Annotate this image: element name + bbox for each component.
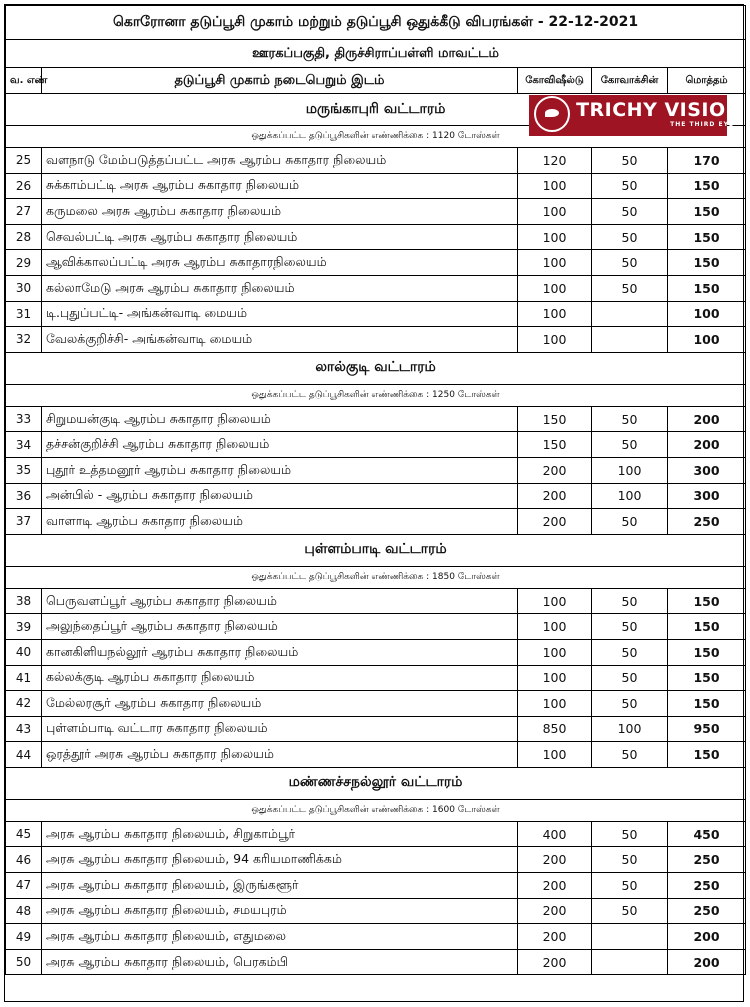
camp-place: அன்பில் - ஆரம்ப சுகாதார நிலையம் xyxy=(42,483,518,509)
total-doses: 150 xyxy=(668,173,746,199)
serial-number: 26 xyxy=(6,173,42,199)
block-name xyxy=(6,94,746,126)
covishield-doses: 200 xyxy=(518,924,592,950)
camp-place: அரசு ஆரம்ப சுகாதார நிலையம், சிறுகாம்பூர் xyxy=(42,821,518,847)
camp-place: கருமலை அரசு ஆரம்ப சுகாதார நிலையம் xyxy=(42,199,518,225)
total-doses: 170 xyxy=(668,148,746,174)
serial-number: 37 xyxy=(6,509,42,535)
covishield-doses: 150 xyxy=(518,432,592,458)
serial-number: 47 xyxy=(6,873,42,899)
total-doses: 450 xyxy=(668,821,746,847)
table-row xyxy=(6,250,746,276)
covishield-doses: 100 xyxy=(518,250,592,276)
camp-place: கல்லாமேடு அரசு ஆரம்ப சுகாதார நிலையம் xyxy=(42,275,518,301)
table-row xyxy=(6,665,746,691)
table-row xyxy=(6,691,746,717)
covaxin-doses xyxy=(592,327,668,353)
camp-place: வேலக்குறிச்சி- அங்கன்வாடி மையம் xyxy=(42,327,518,353)
covaxin-doses xyxy=(592,301,668,327)
camp-place: புதூர் உத்தமனூர் ஆரம்ப சுகாதார நிலையம் xyxy=(42,457,518,483)
camp-place: அரசு ஆரம்ப சுகாதார நிலையம், எதுமலை xyxy=(42,924,518,950)
covishield-doses: 200 xyxy=(518,873,592,899)
total-doses: 150 xyxy=(668,224,746,250)
block-name-text: மண்ணச்சநல்லூர் வட்டாரம் xyxy=(288,774,463,791)
header-covaxin: கோவாக்சின் xyxy=(592,68,668,94)
covaxin-doses: 50 xyxy=(592,639,668,665)
camp-place: அலுந்தைப்பூர் ஆரம்ப சுகாதார நிலையம் xyxy=(42,614,518,640)
serial-number: 33 xyxy=(6,406,42,432)
covaxin-doses: 50 xyxy=(592,742,668,768)
block-header-row xyxy=(6,534,746,566)
allocation-text: ஒதுக்கப்பட்ட தடுப்பூசிகளின் எண்ணிக்கை : 1250 டோஸ்கள் xyxy=(6,384,746,406)
total-doses: 150 xyxy=(668,275,746,301)
header-covishield: கோவிஷீல்டு xyxy=(518,68,592,94)
covishield-doses: 100 xyxy=(518,224,592,250)
total-doses: 200 xyxy=(668,949,746,975)
serial-number: 44 xyxy=(6,742,42,768)
covaxin-doses: 50 xyxy=(592,847,668,873)
covishield-doses: 200 xyxy=(518,483,592,509)
covaxin-doses: 50 xyxy=(592,406,668,432)
covaxin-doses: 50 xyxy=(592,821,668,847)
trichy-vision-logo xyxy=(529,95,743,136)
covishield-doses: 100 xyxy=(518,301,592,327)
vaccine-table xyxy=(5,5,746,975)
serial-number: 31 xyxy=(6,301,42,327)
covaxin-doses xyxy=(592,924,668,950)
logo-name: TRICHY VISION xyxy=(576,99,743,121)
covaxin-doses: 50 xyxy=(592,199,668,225)
total-doses: 150 xyxy=(668,250,746,276)
table-row xyxy=(6,742,746,768)
table-row xyxy=(6,821,746,847)
camp-place: பெருவளப்பூர் ஆரம்ப சுகாதார நிலையம் xyxy=(42,588,518,614)
serial-number: 43 xyxy=(6,716,42,742)
total-doses: 250 xyxy=(668,898,746,924)
total-doses: 150 xyxy=(668,691,746,717)
serial-number: 48 xyxy=(6,898,42,924)
serial-number: 50 xyxy=(6,949,42,975)
covaxin-doses: 50 xyxy=(592,148,668,174)
table-row xyxy=(6,716,746,742)
serial-number: 38 xyxy=(6,588,42,614)
allocation-text: ஒதுக்கப்பட்ட தடுப்பூசிகளின் எண்ணிக்கை : 1600 டோஸ்கள் xyxy=(6,799,746,821)
table-row xyxy=(6,301,746,327)
covaxin-doses: 50 xyxy=(592,432,668,458)
total-doses: 150 xyxy=(668,199,746,225)
covaxin-doses: 50 xyxy=(592,665,668,691)
total-doses: 250 xyxy=(668,847,746,873)
total-doses: 150 xyxy=(668,665,746,691)
camp-place: கல்லக்குடி ஆரம்ப சுகாதார நிலையம் xyxy=(42,665,518,691)
block-header-row xyxy=(6,767,746,799)
covaxin-doses: 50 xyxy=(592,588,668,614)
total-doses: 950 xyxy=(668,716,746,742)
covishield-doses: 200 xyxy=(518,949,592,975)
covaxin-doses: 50 xyxy=(592,898,668,924)
eye-logo-icon xyxy=(534,96,570,132)
covaxin-doses: 50 xyxy=(592,250,668,276)
allocation-text: ஒதுக்கப்பட்ட தடுப்பூசிகளின் எண்ணிக்கை : 1850 டோஸ்கள் xyxy=(6,566,746,588)
table-row xyxy=(6,483,746,509)
header-sno: வ. எண் xyxy=(6,68,42,94)
serial-number: 49 xyxy=(6,924,42,950)
block-name-text: லால்குடி வட்டாரம் xyxy=(315,359,436,376)
total-doses: 250 xyxy=(668,509,746,535)
vaccine-camp-sheet xyxy=(4,4,744,1002)
table-row xyxy=(6,873,746,899)
block-name-text: மருங்காபுரி வட்டாரம் xyxy=(305,100,446,117)
serial-number: 29 xyxy=(6,250,42,276)
covishield-doses: 100 xyxy=(518,614,592,640)
camp-place: வாளாடி ஆரம்ப சுகாதார நிலையம் xyxy=(42,509,518,535)
serial-number: 40 xyxy=(6,639,42,665)
covishield-doses: 200 xyxy=(518,847,592,873)
serial-number: 45 xyxy=(6,821,42,847)
subtitle-row xyxy=(6,40,746,68)
table-row xyxy=(6,173,746,199)
table-row xyxy=(6,406,746,432)
serial-number: 39 xyxy=(6,614,42,640)
allocation-row xyxy=(6,384,746,406)
covishield-doses: 100 xyxy=(518,588,592,614)
total-doses: 150 xyxy=(668,639,746,665)
covaxin-doses: 50 xyxy=(592,614,668,640)
serial-number: 30 xyxy=(6,275,42,301)
covishield-doses: 400 xyxy=(518,821,592,847)
covishield-doses: 100 xyxy=(518,173,592,199)
serial-number: 35 xyxy=(6,457,42,483)
block-header-row xyxy=(6,352,746,384)
covaxin-doses: 50 xyxy=(592,691,668,717)
page-subtitle: ஊரகப்பகுதி, திருச்சிராப்பள்ளி மாவட்டம் xyxy=(6,40,746,68)
serial-number: 27 xyxy=(6,199,42,225)
camp-place: அரசு ஆரம்ப சுகாதார நிலையம், சமயபுரம் xyxy=(42,898,518,924)
total-doses: 150 xyxy=(668,742,746,768)
title-row xyxy=(6,6,746,40)
total-doses: 200 xyxy=(668,406,746,432)
covishield-doses: 200 xyxy=(518,509,592,535)
total-doses: 200 xyxy=(668,432,746,458)
total-doses: 300 xyxy=(668,457,746,483)
camp-place: சிறுமயன்குடி ஆரம்ப சுகாதார நிலையம் xyxy=(42,406,518,432)
covishield-doses: 100 xyxy=(518,199,592,225)
camp-place: தச்சன்குறிச்சி ஆரம்ப சுகாதார நிலையம் xyxy=(42,432,518,458)
covishield-doses: 100 xyxy=(518,275,592,301)
covaxin-doses: 50 xyxy=(592,173,668,199)
covishield-doses: 200 xyxy=(518,898,592,924)
camp-place: ஆவிக்காலப்பட்டி அரசு ஆரம்ப சுகாதாரநிலையம் xyxy=(42,250,518,276)
camp-place: அரசு ஆரம்ப சுகாதார நிலையம், 94 கரியமாணிக்கம் xyxy=(42,847,518,873)
table-row xyxy=(6,148,746,174)
total-doses: 300 xyxy=(668,483,746,509)
block-name xyxy=(6,534,746,566)
total-doses: 100 xyxy=(668,301,746,327)
allocation-text: ஒதுக்கப்பட்ட தடுப்பூசிகளின் எண்ணிக்கை : 1120 டோஸ்கள் xyxy=(6,126,746,148)
table-row xyxy=(6,432,746,458)
serial-number: 25 xyxy=(6,148,42,174)
allocation-row xyxy=(6,799,746,821)
table-row xyxy=(6,898,746,924)
table-row xyxy=(6,847,746,873)
covishield-doses: 120 xyxy=(518,148,592,174)
table-row xyxy=(6,949,746,975)
covishield-doses: 200 xyxy=(518,457,592,483)
serial-number: 36 xyxy=(6,483,42,509)
allocation-row xyxy=(6,566,746,588)
page-title: கொரோனா தடுப்பூசி முகாம் மற்றும் தடுப்பூசி ஒதுக்கீடு விபரங்கள் - 22-12-2021 xyxy=(6,6,746,40)
camp-place: சுக்காம்பட்டி அரசு ஆரம்ப சுகாதார நிலையம் xyxy=(42,173,518,199)
covaxin-doses: 100 xyxy=(592,716,668,742)
serial-number: 42 xyxy=(6,691,42,717)
serial-number: 41 xyxy=(6,665,42,691)
table-row xyxy=(6,639,746,665)
block-header-row xyxy=(6,94,746,126)
table-row xyxy=(6,457,746,483)
covishield-doses: 100 xyxy=(518,665,592,691)
covaxin-doses: 50 xyxy=(592,275,668,301)
header-row xyxy=(6,68,746,94)
total-doses: 150 xyxy=(668,614,746,640)
covishield-doses: 100 xyxy=(518,639,592,665)
total-doses: 100 xyxy=(668,327,746,353)
table-row xyxy=(6,327,746,353)
covishield-doses: 100 xyxy=(518,327,592,353)
covaxin-doses: 50 xyxy=(592,873,668,899)
covaxin-doses xyxy=(592,949,668,975)
block-name xyxy=(6,352,746,384)
serial-number: 46 xyxy=(6,847,42,873)
covaxin-doses: 50 xyxy=(592,224,668,250)
header-total: மொத்தம் xyxy=(668,68,746,94)
table-row xyxy=(6,924,746,950)
covishield-doses: 100 xyxy=(518,691,592,717)
covishield-doses: 100 xyxy=(518,742,592,768)
camp-place: வளநாடு மேம்படுத்தப்பட்ட அரசு ஆரம்ப சுகாதார நிலையம் xyxy=(42,148,518,174)
total-doses: 200 xyxy=(668,924,746,950)
camp-place: கானகிளியநல்லூர் ஆரம்ப சுகாதார நிலையம் xyxy=(42,639,518,665)
table-row xyxy=(6,509,746,535)
block-name-text: புள்ளம்பாடி வட்டாரம் xyxy=(304,541,447,558)
serial-number: 32 xyxy=(6,327,42,353)
covaxin-doses: 100 xyxy=(592,457,668,483)
covaxin-doses: 50 xyxy=(592,509,668,535)
table-row xyxy=(6,199,746,225)
camp-place: டி.புதுப்பட்டி- அங்கன்வாடி மையம் xyxy=(42,301,518,327)
table-row xyxy=(6,588,746,614)
camp-place: அரசு ஆரம்ப சுகாதார நிலையம், இருங்களூர் xyxy=(42,873,518,899)
camp-place: புள்ளம்பாடி வட்டார சுகாதார நிலையம் xyxy=(42,716,518,742)
covishield-doses: 150 xyxy=(518,406,592,432)
serial-number: 34 xyxy=(6,432,42,458)
camp-place: செவல்பட்டி அரசு ஆரம்ப சுகாதார நிலையம் xyxy=(42,224,518,250)
camp-place: அரசு ஆரம்ப சுகாதார நிலையம், பெரகம்பி xyxy=(42,949,518,975)
camp-place: மேல்லரசூர் ஆரம்ப சுகாதார நிலையம் xyxy=(42,691,518,717)
table-row xyxy=(6,614,746,640)
table-row xyxy=(6,224,746,250)
total-doses: 250 xyxy=(668,873,746,899)
table-row xyxy=(6,275,746,301)
camp-place: ஒரத்தூர் அரசு ஆரம்ப சுகாதார நிலையம் xyxy=(42,742,518,768)
total-doses: 150 xyxy=(668,588,746,614)
header-place: தடுப்பூசி முகாம் நடைபெறும் இடம் xyxy=(42,68,518,94)
covaxin-doses: 100 xyxy=(592,483,668,509)
logo-tagline: THE THIRD EYE xyxy=(670,121,735,128)
serial-number: 28 xyxy=(6,224,42,250)
covishield-doses: 850 xyxy=(518,716,592,742)
block-name xyxy=(6,767,746,799)
